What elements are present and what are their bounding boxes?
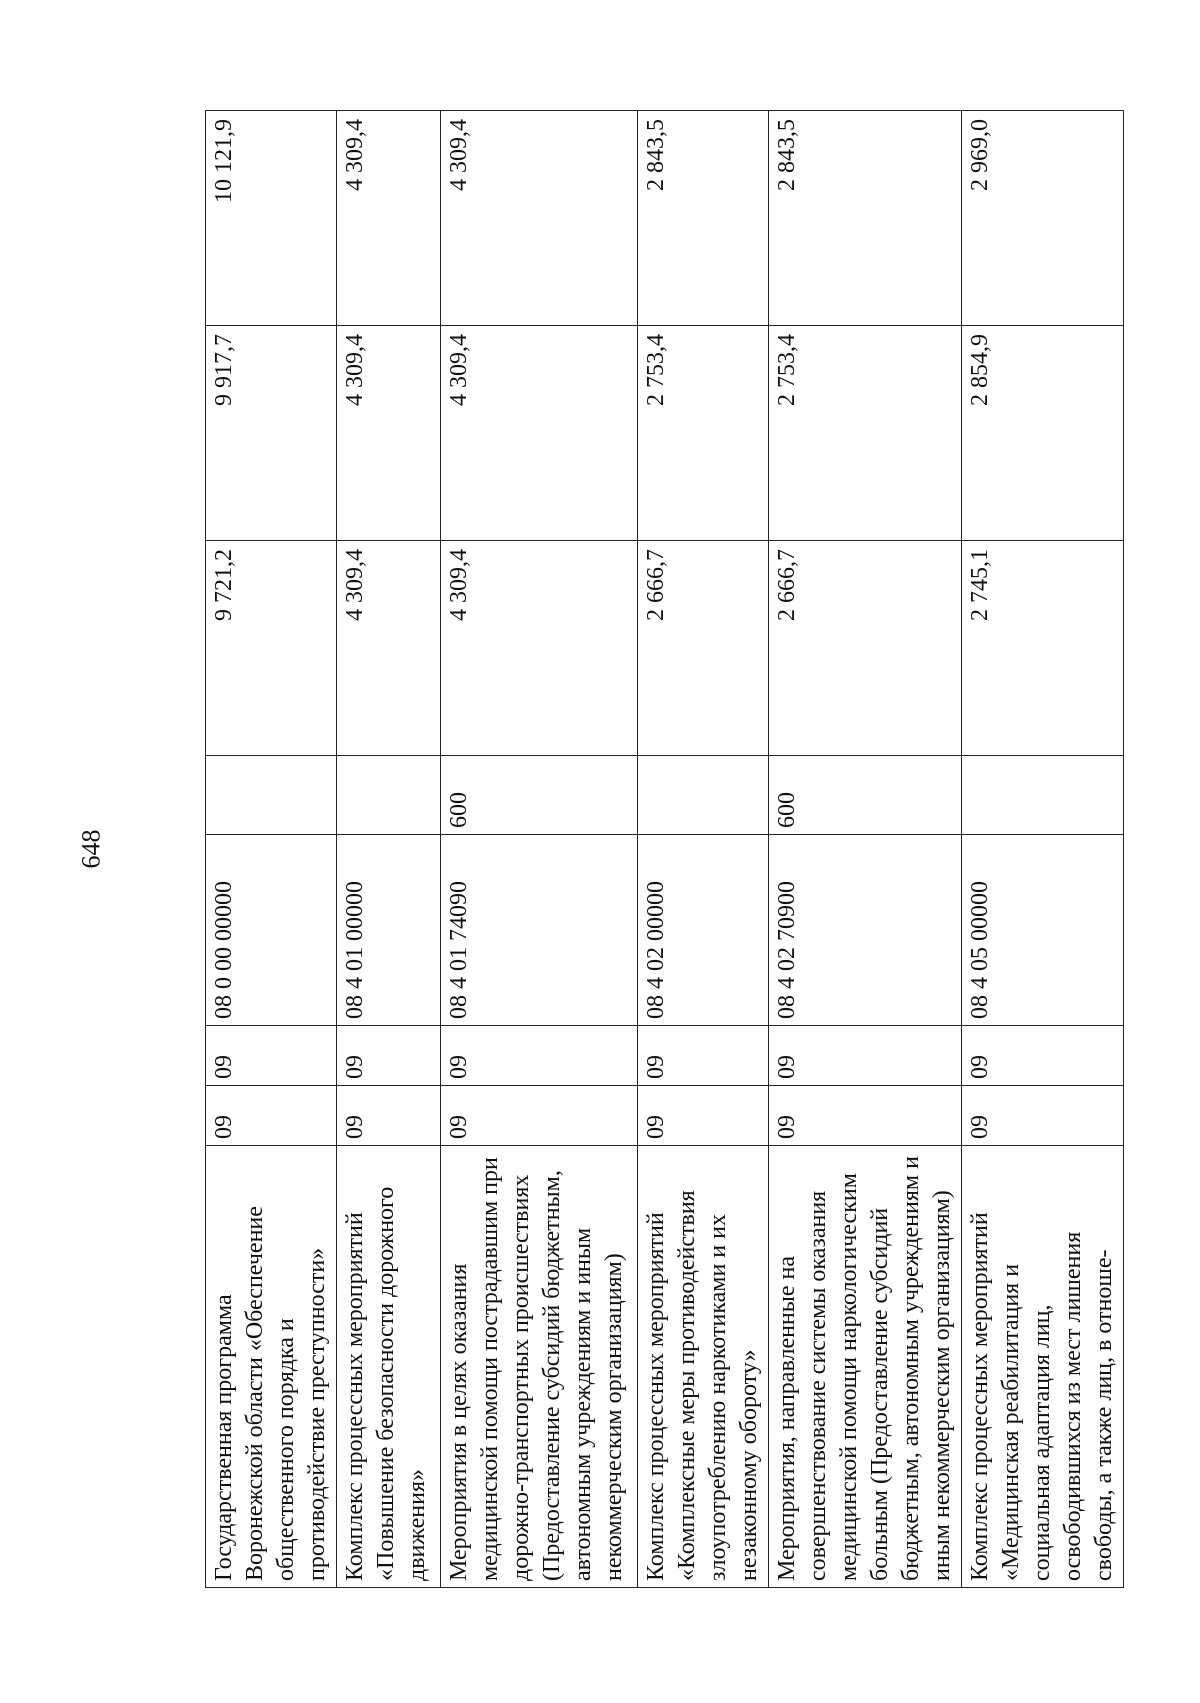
table-row [638,111,769,1588]
rz-cell: 09 [206,1086,337,1146]
rz-cell: 09 [769,1086,962,1146]
value-cell-3: 2 843,5 [769,111,962,326]
page-number: 648 [76,829,106,869]
value-cell-3: 2 843,5 [638,111,769,326]
value-cell-2: 4 309,4 [441,326,638,541]
code-cell: 08 4 01 74090 [441,835,638,1026]
budget-table-rotated [205,110,1117,1588]
rz-cell: 09 [962,1086,1124,1146]
value-cell-1: 2 666,7 [769,541,962,756]
pr-cell: 09 [337,1026,441,1086]
vr-cell [638,756,769,835]
table-row [206,111,337,1588]
table-row [962,111,1124,1588]
value-cell-2: 4 309,4 [337,326,441,541]
table-row [769,111,962,1588]
rz-cell: 09 [441,1086,638,1146]
row-name-cell: Комплекс процессных мероприятий «Медицинская реабилитация и социальная адаптация лиц, освободившихся из мест лишения свободы, а также лиц, в отноше- [962,1146,1124,1588]
value-cell-1: 4 309,4 [337,541,441,756]
vr-cell [206,756,337,835]
pr-cell: 09 [769,1026,962,1086]
value-cell-2: 2 753,4 [769,326,962,541]
code-cell: 08 4 02 70900 [769,835,962,1026]
row-name-cell: Государственная программа Воронежской области «Обеспечение общественного порядка и противодействие преступности» [206,1146,337,1588]
code-cell: 08 4 01 00000 [337,835,441,1026]
value-cell-2: 2 753,4 [638,326,769,541]
table-row [441,111,638,1588]
code-cell: 08 4 05 00000 [962,835,1124,1026]
value-cell-3: 2 969,0 [962,111,1124,326]
code-cell: 08 4 02 00000 [638,835,769,1026]
value-cell-1: 2 666,7 [638,541,769,756]
value-cell-1: 2 745,1 [962,541,1124,756]
row-name-cell: Комплекс процессных мероприятий «Повышение безопасности дорожного движения» [337,1146,441,1588]
value-cell-2: 9 917,7 [206,326,337,541]
table-row [337,111,441,1588]
budget-table [205,110,1124,1588]
value-cell-1: 4 309,4 [441,541,638,756]
vr-cell: 600 [441,756,638,835]
row-name-cell: Комплекс процессных мероприятий «Комплексные меры противодействия злоупотреблению наркотиками и их незаконному обороту» [638,1146,769,1588]
pr-cell: 09 [206,1026,337,1086]
code-cell: 08 0 00 00000 [206,835,337,1026]
value-cell-3: 10 121,9 [206,111,337,326]
vr-cell: 600 [769,756,962,835]
row-name-cell: Мероприятия в целях оказания медицинской помощи пострадавшим при дорожно-транспортных происшествиях (Предоставление субсидий бюджетным, автономным учреждениям и иным некоммерческим организациям) [441,1146,638,1588]
value-cell-3: 4 309,4 [441,111,638,326]
value-cell-3: 4 309,4 [337,111,441,326]
rz-cell: 09 [337,1086,441,1146]
pr-cell: 09 [441,1026,638,1086]
rz-cell: 09 [638,1086,769,1146]
vr-cell [962,756,1124,835]
pr-cell: 09 [638,1026,769,1086]
pr-cell: 09 [962,1026,1124,1086]
vr-cell [337,756,441,835]
value-cell-1: 9 721,2 [206,541,337,756]
value-cell-2: 2 854,9 [962,326,1124,541]
row-name-cell: Мероприятия, направленные на совершенствование системы оказания медицинской помощи наркологическим больным (Предоставление субсидий бюджетным, автономным учреждениям и иным некоммерческим организациям) [769,1146,962,1588]
